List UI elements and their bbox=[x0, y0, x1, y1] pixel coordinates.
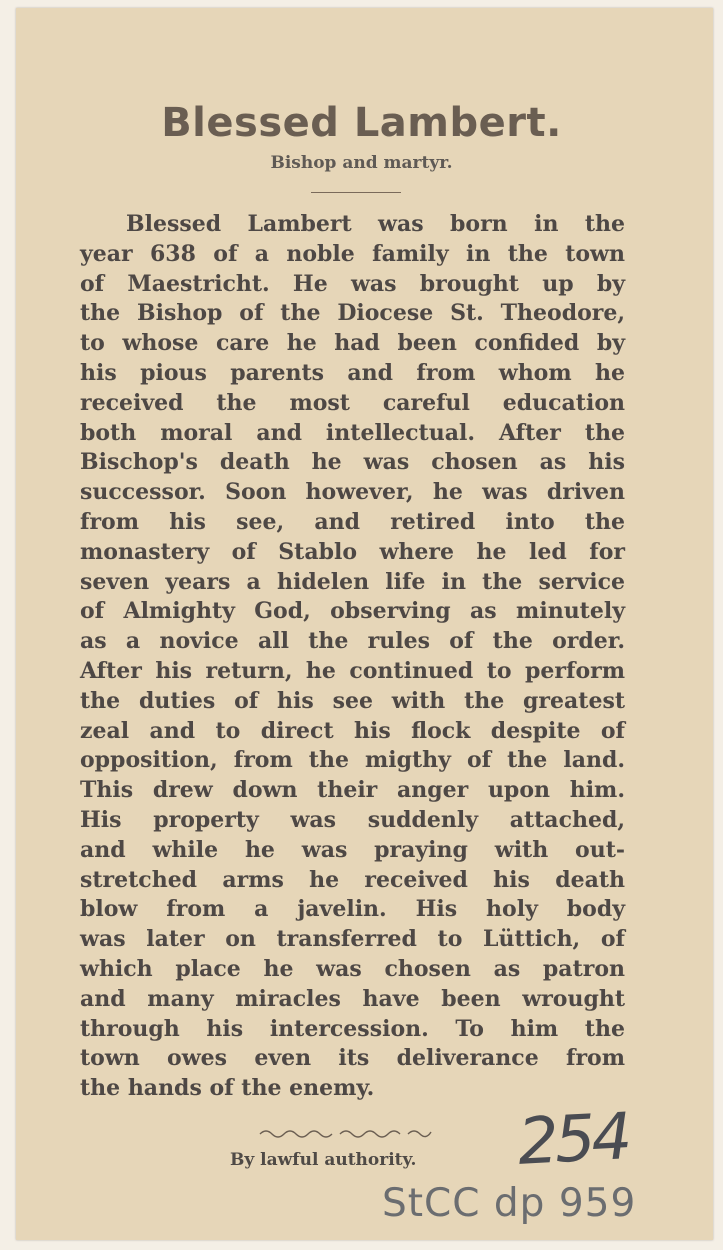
text-line: year 638 of a noble family in the town bbox=[80, 240, 625, 267]
card-title: Blessed Lambert. bbox=[161, 100, 562, 146]
text-line: the Bishop of the Diocese St. Theodore, bbox=[80, 300, 625, 327]
text-line: zeal and to direct his flock despite of bbox=[80, 717, 625, 744]
text-line: both moral and intellectual. After the bbox=[80, 419, 625, 446]
text-line: successor. Soon however, he was driven bbox=[80, 479, 625, 506]
handwritten-call-number: StCC dp 959 bbox=[382, 1181, 637, 1226]
text-line: which place he was chosen as patron bbox=[80, 955, 625, 982]
biography-text bbox=[80, 210, 625, 1104]
text-line: of Maestricht. He was brought up by bbox=[80, 270, 625, 297]
text-line: stretched arms he received his death bbox=[80, 866, 625, 893]
text-line: his pious parents and from whom he bbox=[80, 359, 625, 386]
text-line: through his intercession. To him the bbox=[80, 1015, 625, 1042]
text-line: from his see, and retired into the bbox=[80, 508, 625, 535]
text-line: the duties of his see with the greatest bbox=[80, 687, 625, 714]
card-subtitle: Bishop and martyr. bbox=[270, 153, 453, 173]
handwritten-number: 254 bbox=[516, 1100, 631, 1180]
text-line: blow from a javelin. His holy body bbox=[80, 896, 625, 923]
text-line: opposition, from the migthy of the land. bbox=[80, 747, 625, 774]
text-line: Blessed Lambert was born in the bbox=[126, 211, 625, 237]
text-line: His property was suddenly attached, bbox=[80, 806, 625, 833]
text-line: as a novice all the rules of the order. bbox=[80, 628, 625, 655]
text-line: and while he was praying with out- bbox=[80, 836, 625, 863]
title-divider bbox=[311, 192, 401, 193]
text-line: Bischop's death he was chosen as his bbox=[80, 449, 625, 476]
text-line: and many miracles have been wrought bbox=[80, 985, 625, 1012]
text-line: seven years a hidelen life in the service bbox=[80, 568, 625, 595]
text-line: received the most careful education bbox=[80, 389, 625, 416]
text-line: of Almighty God, observing as minutely bbox=[80, 598, 625, 625]
text-line: to whose care he had been confided by bbox=[80, 330, 625, 357]
text-line: monastery of Stablo where he led for bbox=[80, 538, 625, 565]
text-line: town owes even its deliverance from bbox=[80, 1045, 625, 1072]
text-line: the hands of the enemy. bbox=[80, 1075, 375, 1102]
flourish-ornament bbox=[258, 1126, 433, 1138]
text-line: After his return, he continued to perform bbox=[80, 657, 625, 684]
authority-note: By lawful authority. bbox=[230, 1150, 417, 1170]
text-line: was later on transferred to Lüttich, of bbox=[80, 926, 625, 953]
text-line: This drew down their anger upon him. bbox=[80, 777, 625, 804]
